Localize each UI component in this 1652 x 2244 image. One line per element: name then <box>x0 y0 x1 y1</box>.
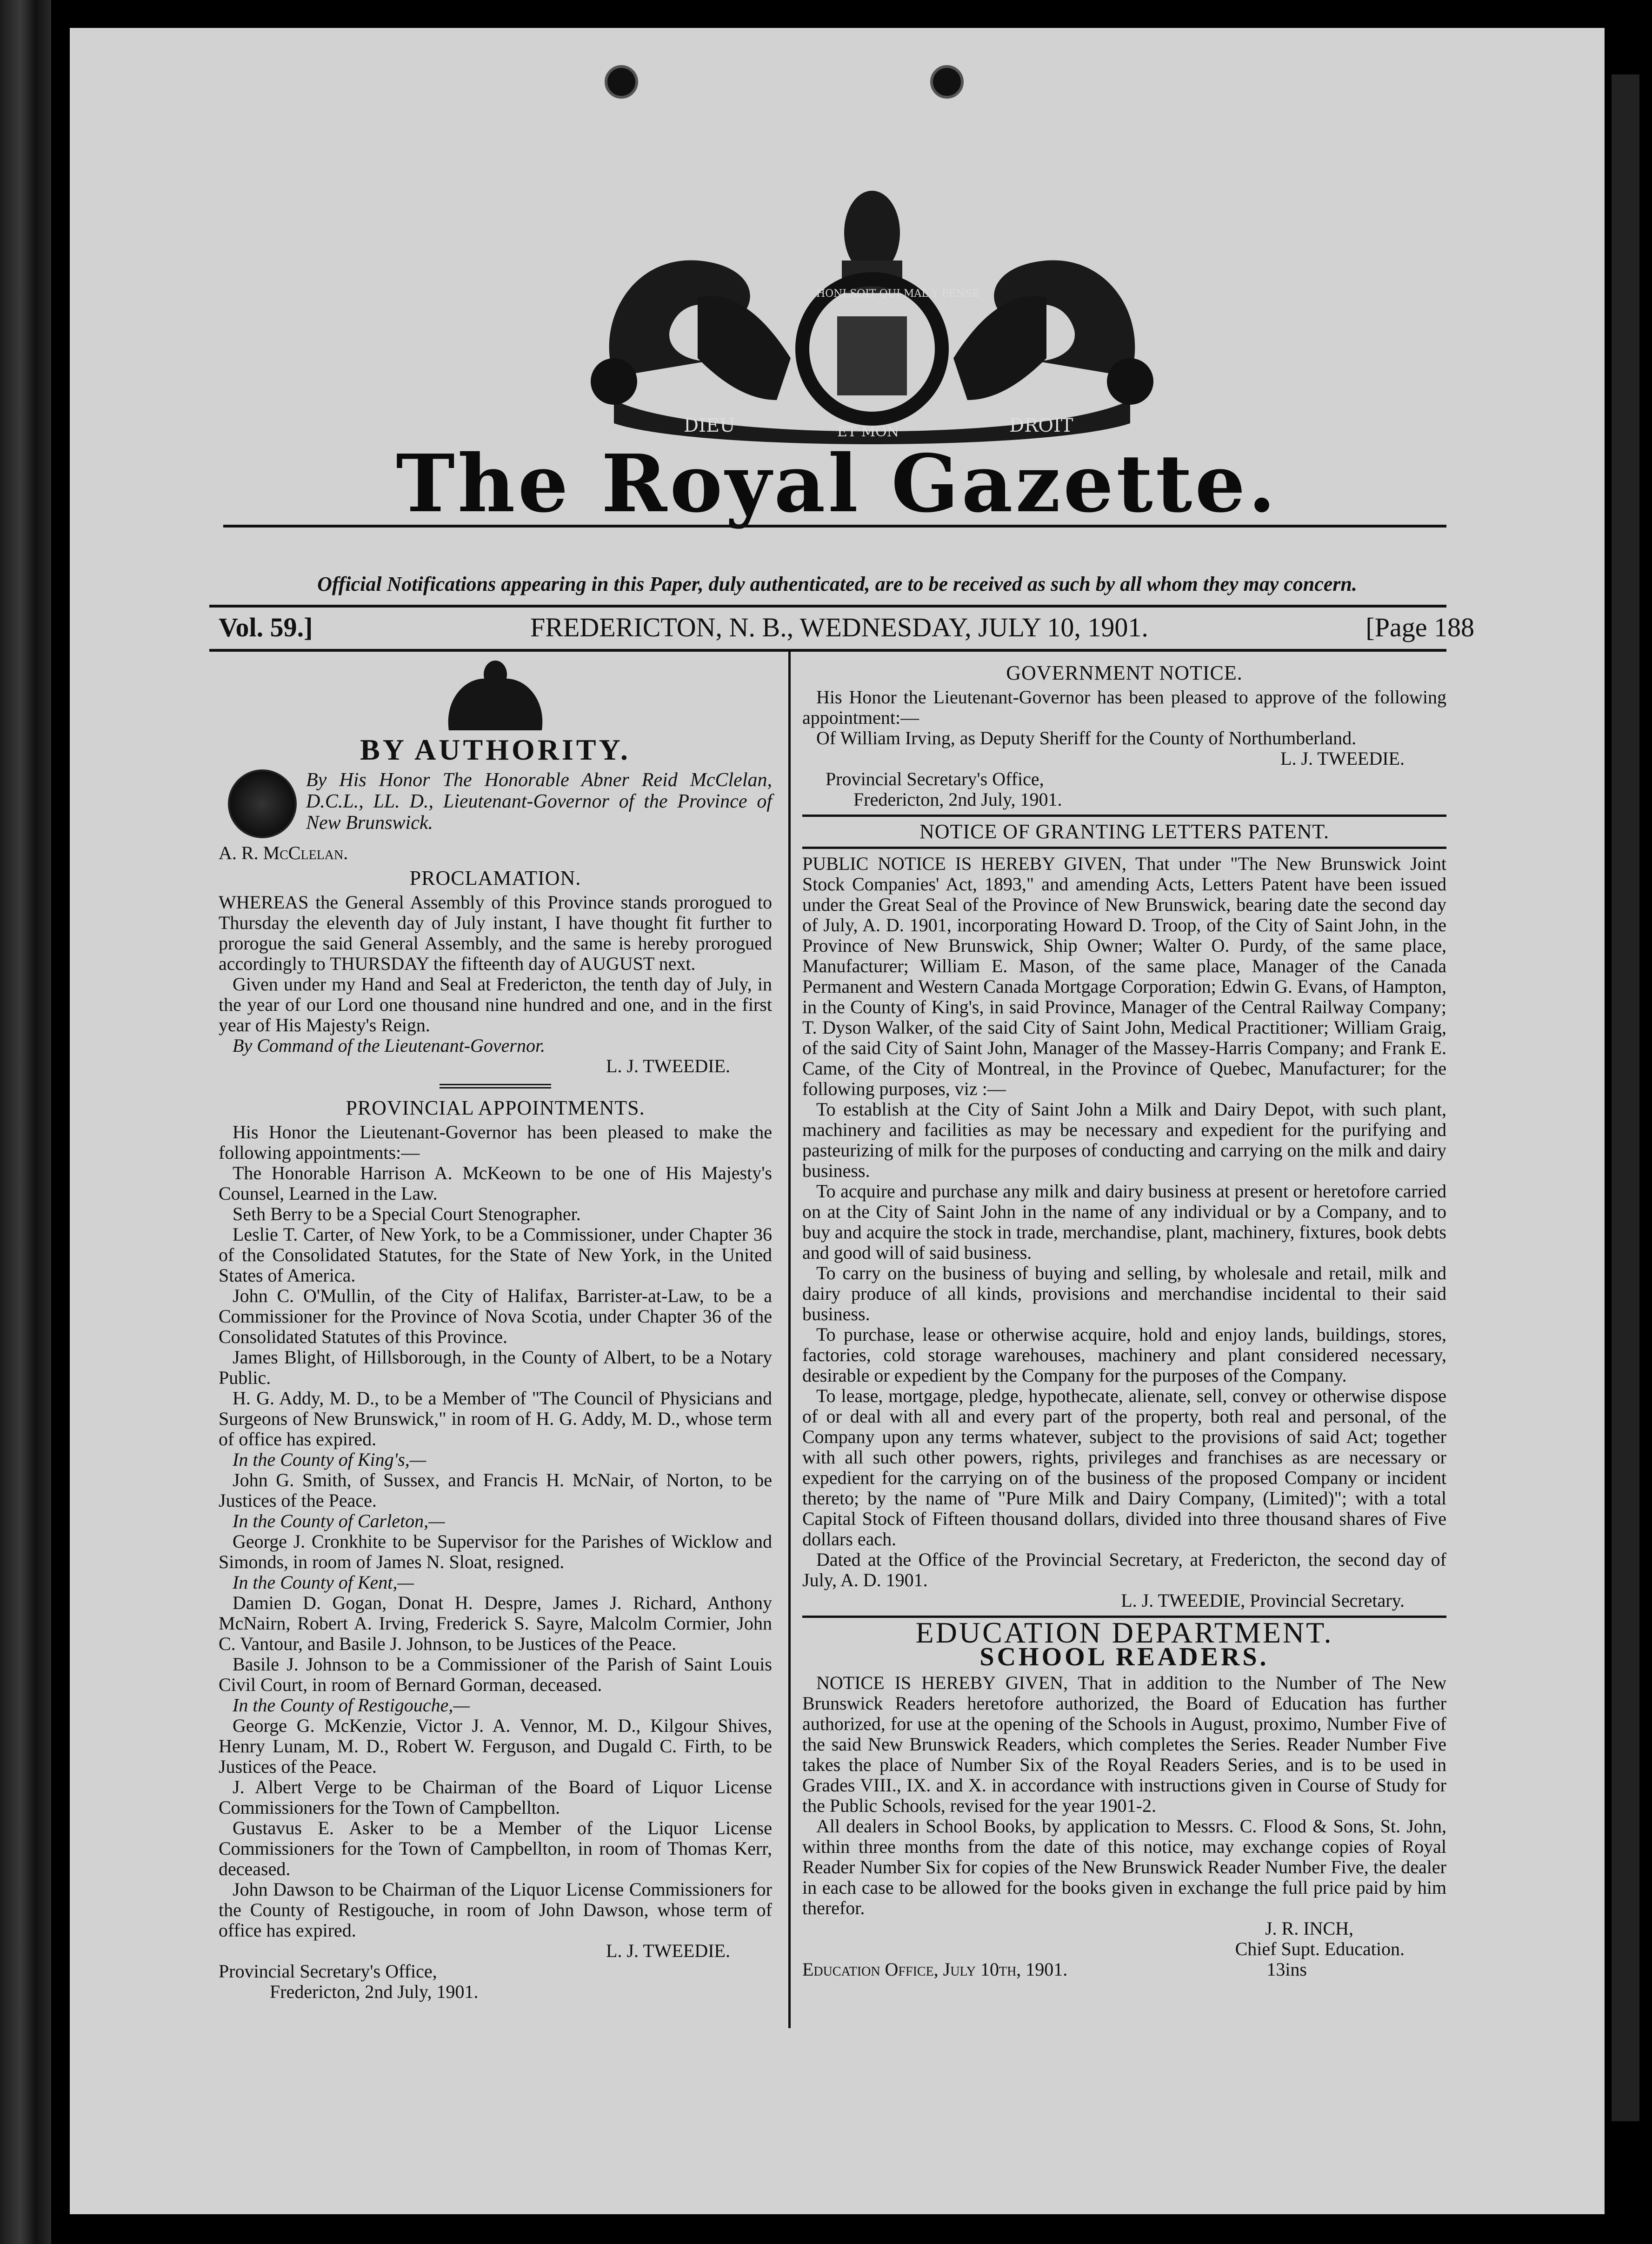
divider <box>802 847 1446 849</box>
appointment-item: J. Albert Verge to be Chairman of the Board of Liquor License Commissioners for the Town of Campbellton. <box>219 1776 772 1818</box>
motto-mid: ET MON <box>837 424 899 440</box>
appointment-item: John Dawson to be Chairman of the Liquor License Commissioners for the County of Restigouche, in room of John Dawson, whose term of office has expired. <box>219 1879 772 1941</box>
punch-hole <box>605 65 638 99</box>
appointment-item: H. G. Addy, M. D., to be a Member of "The Council of Physicians and Surgeons of New Brunswick," in room of H. G. Addy, M. D., whose term of office has expired. <box>219 1388 772 1449</box>
government-notice-heading: GOVERNMENT NOTICE. <box>1006 661 1243 684</box>
by-command: By Command of the Lieutenant-Governor. <box>233 1035 546 1056</box>
signer-initials: A. R. McClelan. <box>219 842 348 863</box>
punch-hole <box>930 65 964 99</box>
dateline: FREDERICTON, N. B., WEDNESDAY, JULY 10, 1901. <box>530 612 1148 642</box>
right-column <box>802 658 1446 1980</box>
county-heading: In the County of Carleton,— <box>233 1510 445 1531</box>
office-line: Provincial Secretary's Office, <box>826 768 1044 789</box>
divider <box>802 815 1446 817</box>
school-readers-heading: SCHOOL READERS. <box>979 1643 1269 1671</box>
purpose-item: To acquire and purchase any milk and dairy business at present or heretofore carried on at the City of Saint John in the name of any individual or by a Company, and to buy and acquire the stock in trade, merchandise, plant, machinery, fixtures, book debts and good will of said business. <box>802 1181 1446 1263</box>
appointment-item: John C. O'Mullin, of the City of Halifax, Barrister-at-Law, to be a Commissioner for the Province of Nova Scotia, under Chapter 36 of the Consolidated Statutes of this Province. <box>219 1285 772 1347</box>
purpose-item: To establish at the City of Saint John a Milk and Dairy Depot, with such plant, machinery and facilities as may be necessary and expedient for the purifying and pasteurizing of milk for the purposes of conducting and carrying on the milk and dairy business. <box>802 1099 1446 1181</box>
government-notice-body: His Honor the Lieutenant-Governor has been pleased to approve of the following appointment:— <box>802 687 1446 728</box>
divider <box>209 649 1446 652</box>
signature: L. J. TWEEDIE, Provincial Secretary. <box>1121 1590 1405 1611</box>
appointment-item: George J. Cronkhite to be Supervisor for the Parishes of Wicklow and Simonds, in room of James N. Sloat, resigned. <box>219 1531 772 1572</box>
office-date: Fredericton, 2nd July, 1901. <box>270 1981 479 2002</box>
motto-left: DIEU <box>684 415 735 436</box>
government-notice-item: Of William Irving, as Deputy Sheriff for the County of Northumberland. <box>816 728 1357 748</box>
signature: L. J. TWEEDIE. <box>1280 748 1405 769</box>
garter-motto: HONI SOIT QUI MAL Y PENSE <box>816 288 979 300</box>
education-office-line: Education Office, July 10th, 1901. <box>802 1959 1068 1980</box>
office-line: Provincial Secretary's Office, <box>219 1961 437 1982</box>
motto-right: DROIT <box>1009 415 1073 436</box>
letters-patent-heading: NOTICE OF GRANTING LETTERS PATENT. <box>919 820 1329 843</box>
by-authority: BY AUTHORITY. <box>360 733 631 766</box>
education-notice-body-2: All dealers in School Books, by application to Messrs. C. Flood & Sons, St. John, within three months from the date of this notice, may exchange copies of Royal Reader Number Six for copies of the New Brunswick Reader Number Five, the dealer in each case to be allowed for the books given in exchange the full price paid by him therefor. <box>802 1816 1446 1918</box>
divider <box>209 605 1446 608</box>
column-divider <box>788 651 791 2028</box>
given-clause: Given under my Hand and Seal at Fredericton, the tenth day of July, in the year of our Lord one thousand nine hundred and one, and in the first year of His Majesty's Reign. <box>219 974 772 1035</box>
patent-dated: Dated at the Office of the Provincial Secretary, at Fredericton, the second day of July, A. D. 1901. <box>802 1549 1446 1590</box>
page-edge <box>1612 74 1639 2121</box>
page-number: [Page 188 <box>1366 612 1474 642</box>
purpose-item: To lease, mortgage, pledge, hypothecate, alienate, sell, convey or otherwise dispose of or deal with all and every part of the property, both real and personal, of the Company upon any terms whatever, subject to the provisions of said Act; together with all such other powers, rights, privileges and franchises as are necessary or expedient for the carrying on of the business of the proposed Company or incident thereto; by the name of "Pure Milk and Dairy Company, (Limited)"; with a total Capital Stock of Fifteen thousand dollars, divided into three thousand shares of Five dollars each. <box>802 1385 1446 1549</box>
tagline: Official Notifications appearing in this Paper, duly authenticated, are to be received as such by all whom they may concern. <box>317 573 1357 595</box>
left-column <box>219 661 772 2002</box>
signature: L. J. TWEEDIE. <box>606 1940 730 1961</box>
appointment-item: Leslie T. Carter, of New York, to be a Commissioner, under Chapter 36 of the Consolidated Statutes, for the State of New York, in the United States of America. <box>219 1224 772 1286</box>
appointment-item: Basile J. Johnson to be a Commissioner of the Parish of Saint Louis Civil Court, in room of Bernard Gorman, deceased. <box>219 1654 772 1695</box>
appointment-item: George G. McKenzie, Victor J. A. Vennor, M. D., Kilgour Shives, Henry Lunam, M. D., Robert W. Ferguson, and Dugald C. Firth, to be Justices of the Peace. <box>219 1715 772 1777</box>
appointments-heading: PROVINCIAL APPOINTMENTS. <box>346 1096 645 1119</box>
signature: L. J. TWEEDIE. <box>606 1055 730 1076</box>
gazette-page <box>70 28 1605 2214</box>
appointment-item: James Blight, of Hillsborough, in the County of Albert, to be a Notary Public. <box>219 1347 772 1388</box>
signature-title: Chief Supt. Education. <box>1235 1938 1405 1959</box>
seal-icon <box>228 769 297 838</box>
education-heading: EDUCATION DEPARTMENT. <box>915 1616 1333 1649</box>
masthead-title: The Royal Gazette. <box>396 437 1279 530</box>
divider <box>440 1084 551 1090</box>
signature: J. R. INCH, <box>1265 1918 1353 1939</box>
office-date: Fredericton, 2nd July, 1901. <box>853 789 1062 810</box>
proclamation-heading: PROCLAMATION. <box>409 867 581 889</box>
small-arms-icon <box>440 661 551 735</box>
county-heading: In the County of King's,— <box>233 1449 426 1470</box>
letters-patent-body: PUBLIC NOTICE IS HEREBY GIVEN, That under "The New Brunswick Joint Stock Companies' Act, 1893," and amending Acts, Letters Patent have been issued under the Great Seal of the Province of New Brunswick, bearing date the second day of July, A. D. 1901, incorporating Howard D. Troop, of the City of Saint John, in the Province of New Brunswick, Ship Owner; Walter O. Purdy, of the same place, Manufacturer; William E. Mason, of the same place, Manager of the Canada Permanent and Western Canada Mortgage Corporation; Edwin G. Evans, of Hampton, in the County of King's, in said Province, Manager of the Central Railway Company; T. Dyson Walker, of the said City of Saint John, Medical Practitioner; William Graig, of the said City of Saint John, Manager of the Massey-Harris Company; and Frank E. Came, of the City of Montreal, in the Province of Quebec, Manufacturer; for the following purposes, viz :— <box>802 853 1446 1099</box>
binding-spine <box>0 0 51 2244</box>
appointment-item: Damien D. Gogan, Donat H. Despre, James J. Richard, Anthony McNairn, Robert A. Irving, Frederick S. Sayre, Malcolm Cormier, John C. Vantour, and Basile J. Johnson, to be Justices of the Peace. <box>219 1592 772 1654</box>
county-heading: In the County of Kent,— <box>233 1572 414 1593</box>
honor-line: By His Honor The Honorable Abner Reid McClelan, D.C.L., LL. D., Lieutenant-Governor of the Province of New Brunswick. <box>306 769 772 834</box>
royal-coat-of-arms-icon <box>558 181 1186 451</box>
appointment-item: John G. Smith, of Sussex, and Francis H. McNair, of Norton, to be Justices of the Peace. <box>219 1469 772 1511</box>
appointment-item: His Honor the Lieutenant-Governor has been pleased to make the following appointments:— <box>219 1122 772 1163</box>
volume: Vol. 59.] <box>219 612 313 642</box>
divider <box>223 525 1446 528</box>
issue-line <box>219 612 1474 643</box>
appointment-item: Gustavus E. Asker to be a Member of the Liquor License Commissioners for the Town of Campbellton, in room of Thomas Kerr, deceased. <box>219 1817 772 1879</box>
insertion-count: 13ins <box>1266 1959 1307 1980</box>
county-heading: In the County of Restigouche,— <box>233 1695 470 1716</box>
purpose-item: To purchase, lease or otherwise acquire, hold and enjoy lands, buildings, stores, factories, cold storage warehouses, machinery and plant considered necessary, desirable or expedient by the Company for the purposes of the Company. <box>802 1324 1446 1386</box>
appointment-item: The Honorable Harrison A. McKeown to be one of His Majesty's Counsel, Learned in the Law. <box>219 1162 772 1204</box>
education-notice-body: NOTICE IS HEREBY GIVEN, That in addition to the Number of The New Brunswick Readers heretofore authorized, the Board of Education has further authorized, for use at the opening of the Schools in August, proximo, Number Five of the said New Brunswick Readers, which completes the Series. Reader Number Five takes the place of Number Six of the Royal Readers Series, and is to be used in Grades VIII., IX. and X. in accordance with instructions given in Course of Study for the Public Schools, revised for the year 1901-2. <box>802 1672 1446 1816</box>
purpose-item: To carry on the business of buying and selling, by wholesale and retail, milk and dairy produce of all kinds, provisions and merchandise incidental to their said business. <box>802 1262 1446 1324</box>
appointment-item: Seth Berry to be a Special Court Stenographer. <box>233 1203 581 1224</box>
proclamation-body: WHEREAS the General Assembly of this Province stands prorogued to Thursday the eleventh day of July instant, I have thought fit further to prorogue the said General Assembly, and the same is hereby prorogued accordingly to THURSDAY the fifteenth day of AUGUST next. <box>219 892 772 974</box>
